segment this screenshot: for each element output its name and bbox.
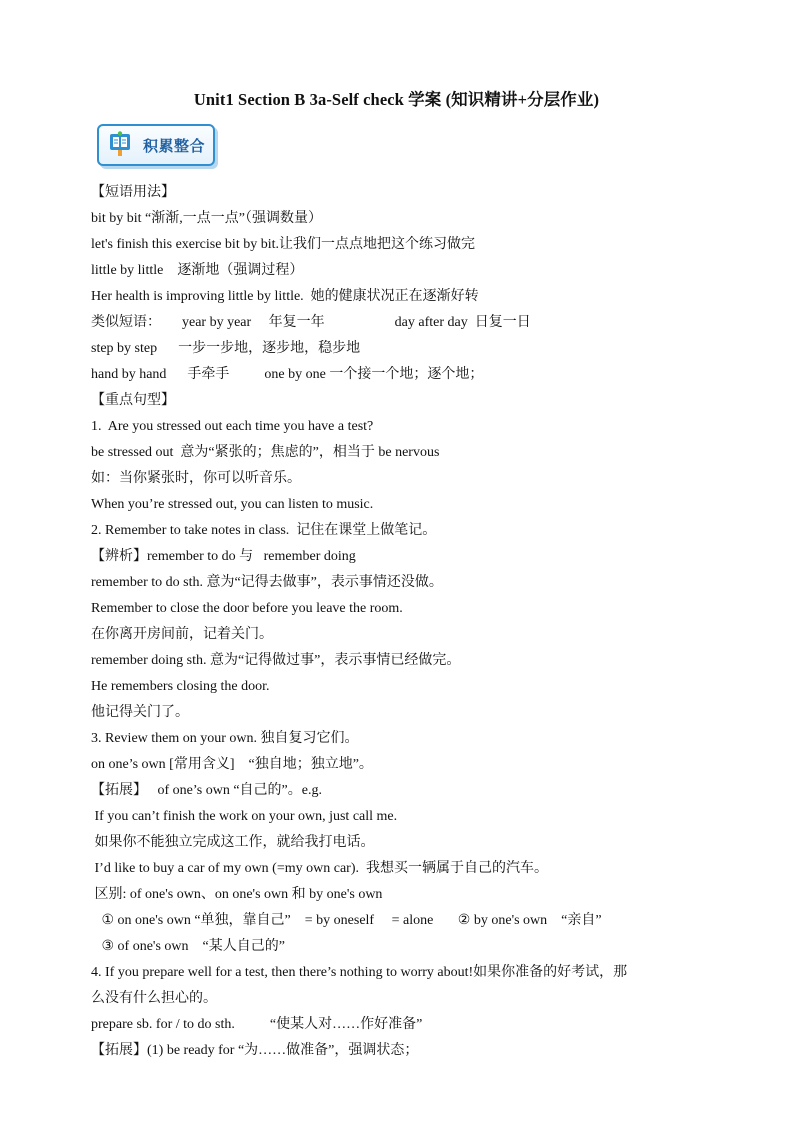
text-line: He remembers closing the door. — [91, 679, 270, 694]
book-plant-icon — [109, 131, 131, 157]
text-line: If you can’t finish the work on your own, just call me. — [91, 809, 398, 824]
text-line: remember to do sth. 意为“记得去做事”，表示事情还没做。 — [91, 575, 443, 590]
text-line: 4. If you prepare well for a test, then there’s nothing to worry about!如果你准备的好考试，那 — [91, 965, 628, 980]
text-line: remember doing sth. 意为“记得做过事”，表示事情已经做完。 — [91, 653, 461, 668]
text-line: 【拓展】(1) be ready for “为……做准备”，强调状态； — [91, 1043, 419, 1058]
text-line: 【拓展】 of one’s own “自己的”。e.g. — [91, 783, 322, 798]
section-badge — [97, 124, 217, 168]
text-line: 区别: of one's own、on one's own 和 by one's own — [91, 887, 383, 902]
text-line: on one’s own [常用含义] “独自地；独立地”。 — [91, 757, 373, 772]
text-line: 他记得关门了。 — [91, 705, 189, 720]
text-line: When you’re stressed out, you can listen to music. — [91, 497, 374, 512]
text-line: ③ of one's own “某人自己的” — [91, 939, 285, 954]
text-line: hand by hand 手牵手 one by one 一个接一个地；逐个地； — [91, 367, 484, 382]
text-line: little by little 逐渐地（强调过程） — [91, 263, 304, 278]
text-line: ① on one's own “单独，靠自己” = by oneself = alone ② by one's own “亲自” — [91, 913, 602, 928]
text-line: 2. Remember to take notes in class. 记住在课堂上做笔记。 — [91, 523, 437, 538]
text-line: bit by bit “渐渐,一点一点”（强调数量） — [91, 211, 322, 226]
text-line: 3. Review them on your own. 独自复习它们。 — [91, 731, 359, 746]
text-line: I’d like to buy a car of my own (=my own car). 我想买一辆属于自己的汽车。 — [91, 861, 548, 876]
text-line: 【短语用法】 — [91, 185, 175, 200]
text-line: 么没有什么担心的。 — [91, 991, 217, 1006]
text-line: step by step 一步一步地，逐步地，稳步地 — [91, 341, 361, 356]
text-line: be stressed out 意为“紧张的；焦虑的”，相当于 be nervous — [91, 445, 440, 460]
text-line: 类似短语： year by year 年复一年 day after day 日复一日 — [91, 315, 531, 330]
text-line: let's finish this exercise bit by bit.让我们一点点地把这个练习做完 — [91, 237, 475, 252]
text-line: 在你离开房间前，记着关门。 — [91, 627, 273, 642]
text-line: 如：当你紧张时，你可以听音乐。 — [91, 471, 301, 486]
text-line: 1. Are you stressed out each time you have a test? — [91, 419, 374, 434]
text-line: Remember to close the door before you leave the room. — [91, 601, 403, 616]
document-title: Unit1 Section B 3a-Self check 学案 (知识精讲+分层作业) — [193, 90, 600, 109]
text-line: 如果你不能独立完成这工作，就给我打电话。 — [91, 835, 375, 850]
text-line: 【重点句型】 — [91, 393, 175, 408]
badge-label: 积累整合 — [143, 137, 206, 155]
text-line: 【辨析】remember to do 与 remember doing — [91, 549, 356, 564]
text-line: Her health is improving little by little. 她的健康状况正在逐渐好转 — [91, 289, 479, 304]
text-line: prepare sb. for / to do sth. “使某人对……作好准备” — [91, 1017, 423, 1032]
